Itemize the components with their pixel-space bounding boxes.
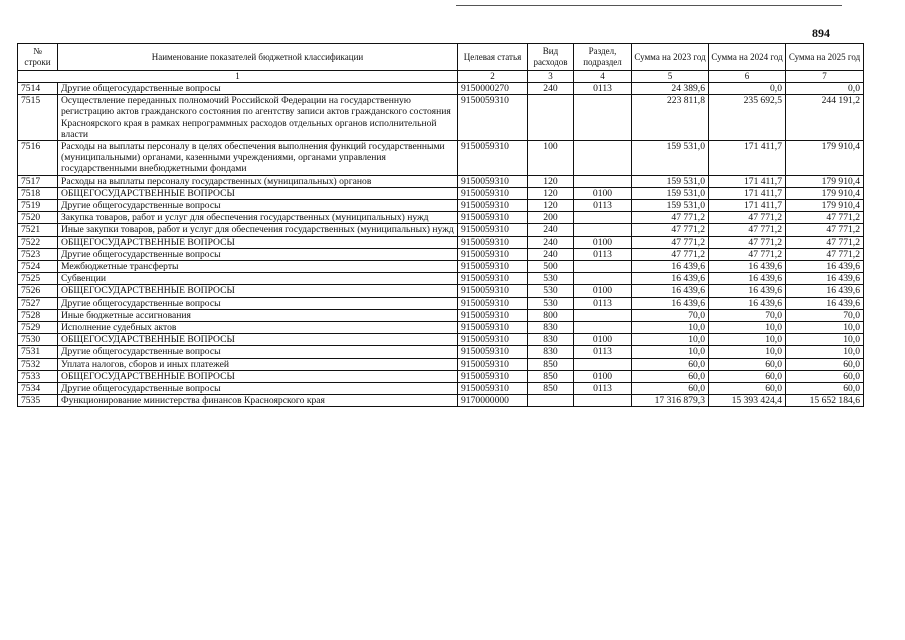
header-section: Раздел, подраздел [574, 44, 632, 71]
row-name: ОБЩЕГОСУДАРСТВЕННЫЕ ВОПРОСЫ [58, 370, 458, 382]
row-section [574, 358, 632, 370]
table-row [18, 395, 864, 407]
table-row [18, 83, 864, 95]
row-sum-2024: 47 771,2 [709, 236, 786, 248]
row-sum-2025: 16 439,6 [786, 285, 864, 297]
row-name: Межбюджетные трансферты [58, 261, 458, 273]
row-section: 0100 [574, 236, 632, 248]
row-sum-2024: 171 411,7 [709, 175, 786, 187]
row-sum-2025: 179 910,4 [786, 175, 864, 187]
row-name: Другие общегосударственные вопросы [58, 346, 458, 358]
row-expense-type: 120 [528, 200, 574, 212]
row-name: Осуществление переданных полномочий Российской Федерации на государственную регистрацию актов гражданского состояния по агентству записи актов гражданского состояния Красноярского края в рамках непрограммных расходов отдельных органов исполнительной власти [58, 95, 458, 141]
row-target: 9150059310 [458, 358, 528, 370]
table-row [18, 212, 864, 224]
table-header-row [18, 44, 864, 71]
row-name: Исполнение судебных актов [58, 322, 458, 334]
row-sum-2023: 60,0 [632, 358, 709, 370]
row-number: 7528 [18, 309, 58, 321]
row-number: 7514 [18, 83, 58, 95]
table-row [18, 224, 864, 236]
row-expense-type: 100 [528, 141, 574, 176]
row-expense-type: 240 [528, 224, 574, 236]
row-number: 7521 [18, 224, 58, 236]
row-sum-2024: 0,0 [709, 83, 786, 95]
row-sum-2023: 10,0 [632, 346, 709, 358]
row-sum-2023: 10,0 [632, 322, 709, 334]
row-number: 7515 [18, 95, 58, 141]
row-section: 0100 [574, 285, 632, 297]
row-sum-2024: 70,0 [709, 309, 786, 321]
row-sum-2023: 70,0 [632, 309, 709, 321]
row-expense-type: 830 [528, 346, 574, 358]
row-number: 7533 [18, 370, 58, 382]
row-target: 9150059310 [458, 175, 528, 187]
row-sum-2023: 223 811,8 [632, 95, 709, 141]
row-sum-2025: 60,0 [786, 383, 864, 395]
column-number-6: 6 [709, 71, 786, 83]
row-sum-2024: 15 393 424,4 [709, 395, 786, 407]
row-name: Другие общегосударственные вопросы [58, 297, 458, 309]
row-number: 7530 [18, 334, 58, 346]
row-sum-2025: 179 910,4 [786, 187, 864, 199]
table-row [18, 370, 864, 382]
row-sum-2024: 47 771,2 [709, 248, 786, 260]
row-section: 0113 [574, 83, 632, 95]
row-sum-2023: 47 771,2 [632, 224, 709, 236]
header-row-number: № строки [18, 44, 58, 71]
table-row [18, 236, 864, 248]
row-target: 9150059310 [458, 297, 528, 309]
row-expense-type: 120 [528, 187, 574, 199]
row-name: Расходы на выплаты персоналу в целях обеспечения выполнения функций государственными (муниципальными) органами, казенными учреждениями, органами управления государственными внебюджетными фондами [58, 141, 458, 176]
table-row [18, 261, 864, 273]
row-number: 7534 [18, 383, 58, 395]
row-sum-2025: 179 910,4 [786, 200, 864, 212]
row-target: 9150059310 [458, 212, 528, 224]
row-number: 7520 [18, 212, 58, 224]
row-sum-2025: 16 439,6 [786, 261, 864, 273]
row-number: 7525 [18, 273, 58, 285]
table-row [18, 334, 864, 346]
row-expense-type: 530 [528, 297, 574, 309]
row-section: 0100 [574, 370, 632, 382]
row-expense-type: 500 [528, 261, 574, 273]
row-expense-type: 240 [528, 236, 574, 248]
row-sum-2024: 10,0 [709, 334, 786, 346]
row-target: 9150059310 [458, 370, 528, 382]
row-name: ОБЩЕГОСУДАРСТВЕННЫЕ ВОПРОСЫ [58, 187, 458, 199]
row-expense-type: 800 [528, 309, 574, 321]
row-sum-2023: 159 531,0 [632, 175, 709, 187]
row-section: 0113 [574, 346, 632, 358]
row-section: 0100 [574, 334, 632, 346]
row-target: 9150059310 [458, 141, 528, 176]
row-section [574, 261, 632, 273]
row-expense-type [528, 95, 574, 141]
row-section [574, 224, 632, 236]
row-target: 9150059310 [458, 224, 528, 236]
row-target: 9150059310 [458, 346, 528, 358]
row-sum-2025: 10,0 [786, 346, 864, 358]
row-target: 9150059310 [458, 309, 528, 321]
row-sum-2023: 47 771,2 [632, 248, 709, 260]
row-sum-2023: 16 439,6 [632, 285, 709, 297]
row-sum-2025: 47 771,2 [786, 224, 864, 236]
row-number: 7526 [18, 285, 58, 297]
row-number: 7532 [18, 358, 58, 370]
table-row [18, 346, 864, 358]
row-sum-2023: 60,0 [632, 370, 709, 382]
row-section [574, 212, 632, 224]
row-sum-2024: 10,0 [709, 322, 786, 334]
row-sum-2024: 171 411,7 [709, 200, 786, 212]
column-number-row [18, 71, 864, 83]
row-sum-2024: 16 439,6 [709, 285, 786, 297]
column-number-5: 5 [632, 71, 709, 83]
row-sum-2025: 47 771,2 [786, 212, 864, 224]
row-sum-2023: 159 531,0 [632, 200, 709, 212]
table-body [18, 83, 864, 407]
row-sum-2024: 16 439,6 [709, 297, 786, 309]
row-number: 7531 [18, 346, 58, 358]
row-sum-2024: 60,0 [709, 370, 786, 382]
row-sum-2025: 16 439,6 [786, 297, 864, 309]
row-sum-2024: 171 411,7 [709, 187, 786, 199]
row-target: 9150059310 [458, 236, 528, 248]
row-sum-2023: 16 439,6 [632, 273, 709, 285]
row-sum-2025: 60,0 [786, 358, 864, 370]
row-section: 0113 [574, 297, 632, 309]
row-name: Другие общегосударственные вопросы [58, 200, 458, 212]
row-sum-2025: 15 652 184,6 [786, 395, 864, 407]
row-sum-2024: 171 411,7 [709, 141, 786, 176]
row-sum-2025: 16 439,6 [786, 273, 864, 285]
page-number: 894 [812, 26, 830, 40]
row-name: Уплата налогов, сборов и иных платежей [58, 358, 458, 370]
row-name: Расходы на выплаты персоналу государственных (муниципальных) органов [58, 175, 458, 187]
budget-table [17, 43, 864, 407]
row-sum-2023: 47 771,2 [632, 236, 709, 248]
row-sum-2025: 70,0 [786, 309, 864, 321]
row-expense-type: 850 [528, 370, 574, 382]
row-name: Другие общегосударственные вопросы [58, 248, 458, 260]
row-expense-type: 240 [528, 248, 574, 260]
table-row [18, 141, 864, 176]
table-row [18, 322, 864, 334]
row-section [574, 141, 632, 176]
row-sum-2024: 47 771,2 [709, 212, 786, 224]
row-sum-2025: 10,0 [786, 334, 864, 346]
row-sum-2024: 47 771,2 [709, 224, 786, 236]
table-row [18, 248, 864, 260]
row-sum-2023: 16 439,6 [632, 297, 709, 309]
row-name: Иные бюджетные ассигнования [58, 309, 458, 321]
row-section [574, 309, 632, 321]
row-number: 7517 [18, 175, 58, 187]
row-expense-type: 830 [528, 322, 574, 334]
row-name: Функционирование министерства финансов Красноярского края [58, 395, 458, 407]
row-target: 9170000000 [458, 395, 528, 407]
row-section: 0113 [574, 383, 632, 395]
row-section [574, 395, 632, 407]
table-row [18, 297, 864, 309]
table-row [18, 285, 864, 297]
table-row [18, 383, 864, 395]
row-expense-type: 830 [528, 334, 574, 346]
row-sum-2024: 235 692,5 [709, 95, 786, 141]
row-expense-type: 120 [528, 175, 574, 187]
table-row [18, 358, 864, 370]
column-number-7: 7 [786, 71, 864, 83]
row-sum-2025: 47 771,2 [786, 248, 864, 260]
row-sum-2025: 0,0 [786, 83, 864, 95]
row-sum-2025: 244 191,2 [786, 95, 864, 141]
row-target: 9150059310 [458, 187, 528, 199]
row-sum-2024: 16 439,6 [709, 261, 786, 273]
header-sum-2024: Сумма на 2024 год [709, 44, 786, 71]
row-sum-2024: 10,0 [709, 346, 786, 358]
column-number-2: 2 [458, 71, 528, 83]
row-number: 7527 [18, 297, 58, 309]
row-sum-2023: 10,0 [632, 334, 709, 346]
row-sum-2024: 16 439,6 [709, 273, 786, 285]
row-target: 9150059310 [458, 383, 528, 395]
row-number: 7522 [18, 236, 58, 248]
column-number-3: 3 [528, 71, 574, 83]
row-section [574, 175, 632, 187]
row-expense-type: 530 [528, 285, 574, 297]
column-number-4: 4 [574, 71, 632, 83]
header-sum-2023: Сумма на 2023 год [632, 44, 709, 71]
header-target: Целевая статья [458, 44, 528, 71]
row-target: 9150059310 [458, 248, 528, 260]
row-number: 7518 [18, 187, 58, 199]
row-section: 0113 [574, 200, 632, 212]
row-number: 7516 [18, 141, 58, 176]
row-target: 9150059310 [458, 273, 528, 285]
row-target: 9150059310 [458, 95, 528, 141]
row-section: 0100 [574, 187, 632, 199]
row-sum-2023: 24 389,6 [632, 83, 709, 95]
row-sum-2024: 60,0 [709, 358, 786, 370]
row-number: 7529 [18, 322, 58, 334]
row-target: 9150059310 [458, 322, 528, 334]
row-number: 7519 [18, 200, 58, 212]
row-expense-type: 240 [528, 83, 574, 95]
row-name: ОБЩЕГОСУДАРСТВЕННЫЕ ВОПРОСЫ [58, 334, 458, 346]
row-expense-type: 850 [528, 358, 574, 370]
table-row [18, 200, 864, 212]
row-sum-2025: 60,0 [786, 370, 864, 382]
row-section [574, 273, 632, 285]
row-target: 9150000270 [458, 83, 528, 95]
row-expense-type: 200 [528, 212, 574, 224]
row-name: Субвенции [58, 273, 458, 285]
row-expense-type [528, 395, 574, 407]
table-row [18, 95, 864, 141]
row-name: ОБЩЕГОСУДАРСТВЕННЫЕ ВОПРОСЫ [58, 285, 458, 297]
row-sum-2025: 47 771,2 [786, 236, 864, 248]
row-sum-2025: 10,0 [786, 322, 864, 334]
row-expense-type: 530 [528, 273, 574, 285]
row-number: 7524 [18, 261, 58, 273]
row-name: Иные закупки товаров, работ и услуг для обеспечения государственных (муниципальных) нужд [58, 224, 458, 236]
header-expense-type: Вид расходов [528, 44, 574, 71]
row-sum-2023: 16 439,6 [632, 261, 709, 273]
row-sum-2023: 159 531,0 [632, 187, 709, 199]
row-name: Другие общегосударственные вопросы [58, 383, 458, 395]
row-sum-2023: 159 531,0 [632, 141, 709, 176]
row-number: 7535 [18, 395, 58, 407]
row-section [574, 95, 632, 141]
row-name: ОБЩЕГОСУДАРСТВЕННЫЕ ВОПРОСЫ [58, 236, 458, 248]
row-target: 9150059310 [458, 200, 528, 212]
table-row [18, 187, 864, 199]
row-name: Другие общегосударственные вопросы [58, 83, 458, 95]
row-target: 9150059310 [458, 334, 528, 346]
row-expense-type: 850 [528, 383, 574, 395]
row-name: Закупка товаров, работ и услуг для обеспечения государственных (муниципальных) нужд [58, 212, 458, 224]
row-section [574, 322, 632, 334]
row-sum-2024: 60,0 [709, 383, 786, 395]
header-sum-2025: Сумма на 2025 год [786, 44, 864, 71]
row-sum-2023: 60,0 [632, 383, 709, 395]
row-section: 0113 [574, 248, 632, 260]
row-sum-2023: 17 316 879,3 [632, 395, 709, 407]
row-number: 7523 [18, 248, 58, 260]
column-number-1: 1 [18, 71, 458, 83]
table-row [18, 309, 864, 321]
table-row [18, 273, 864, 285]
row-sum-2023: 47 771,2 [632, 212, 709, 224]
row-target: 9150059310 [458, 261, 528, 273]
top-rule [456, 5, 842, 6]
row-sum-2025: 179 910,4 [786, 141, 864, 176]
table-row [18, 175, 864, 187]
header-name: Наименование показателей бюджетной классификации [58, 44, 458, 71]
row-target: 9150059310 [458, 285, 528, 297]
